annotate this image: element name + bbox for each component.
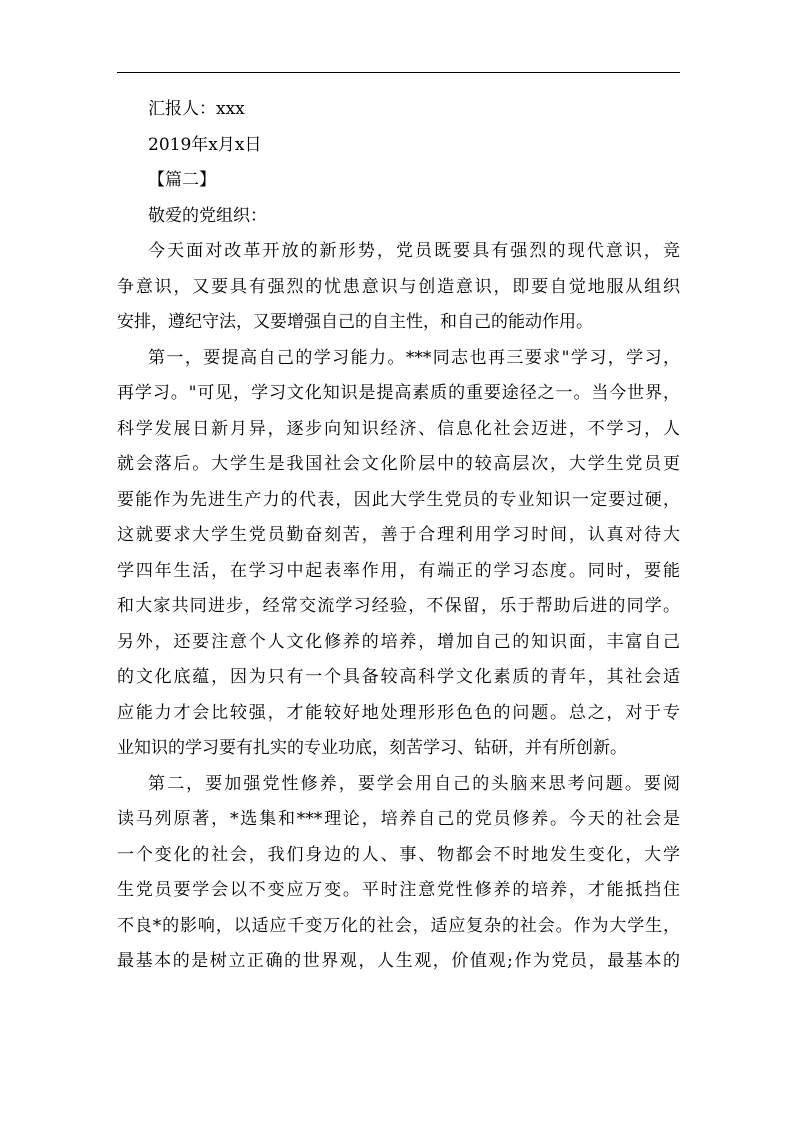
text-line: 争意识，又要具有强烈的忧患意识与创造意识，即要自觉地服从组织 [117, 276, 680, 297]
salutation: 敬爱的党组织： [148, 205, 267, 226]
section-title: 【篇二】 [148, 170, 216, 190]
text-line: 学四年生活，在学习中起表率作用，有端正的学习态度。同时，要能 [117, 560, 680, 581]
text-line: 安排，遵纪守法，又要增强自己的自主性，和自己的能动作用。 [117, 312, 593, 332]
text-line: 另外，还要注意个人文化修养的培养，增加自己的知识面，丰富自己 [117, 631, 680, 652]
text-line: 读马列原著，*选集和***理论，培养自己的党员修养。今天的社会是 [117, 809, 680, 829]
text-line: 第一，要提高自己的学习能力。***同志也再三要求"学习，学习， [148, 347, 680, 368]
text-line: 的文化底蕴，因为只有一个具备较高科学文化素质的青年，其社会适 [117, 667, 680, 687]
header-rule [117, 72, 680, 73]
text-line: 就会落后。大学生是我国社会文化阶层中的较高层次，大学生党员更 [117, 454, 680, 474]
text-line: 生党员要学会以不变应万变。平时注意党性修养的培养，才能抵挡住 [117, 880, 680, 900]
text-line: 不良*的影响，以适应千变万化的社会，适应复杂的社会。作为大学生， [117, 915, 680, 936]
paragraph-1 [117, 234, 680, 341]
text-line: 要能作为先进生产力的代表，因此大学生党员的专业知识一定要过硬， [117, 489, 680, 510]
text-line: 科学发展日新月异，逐步向知识经济、信息化社会迈进，不学习，人 [117, 418, 680, 439]
text-line: 最基本的是树立正确的世界观，人生观，价值观;作为党员，最基本的 [117, 951, 680, 971]
text-line: 和大家共同进步，经常交流学习经验，不保留，乐于帮助后进的同学。 [117, 596, 680, 616]
document-body [117, 92, 680, 980]
text-line: 这就要求大学生党员勤奋刻苦，善于合理利用学习时间，认真对待大 [117, 525, 680, 545]
date-line: 2019年x月x日 [148, 134, 262, 155]
text-line: 第二，要加强党性修养，要学会用自己的头脑来思考问题。要阅 [148, 773, 680, 794]
reporter-line: 汇报人：xxx [148, 99, 245, 119]
paragraph-2 [117, 341, 680, 767]
text-line: 再学习。"可见，学习文化知识是提高素质的重要途径之一。当今世界， [117, 383, 680, 403]
text-line: 一个变化的社会，我们身边的人、事、物都会不时地发生变化，大学 [117, 844, 680, 865]
text-line: 业知识的学习要有扎实的专业功底，刻苦学习、钻研，并有所创新。 [117, 738, 627, 758]
text-line: 今天面对改革开放的新形势，党员既要具有强烈的现代意识，竞 [148, 241, 680, 261]
text-line: 应能力才会比较强，才能较好地处理形形色色的问题。总之，对于专 [117, 702, 680, 723]
paragraph-3 [117, 767, 680, 980]
